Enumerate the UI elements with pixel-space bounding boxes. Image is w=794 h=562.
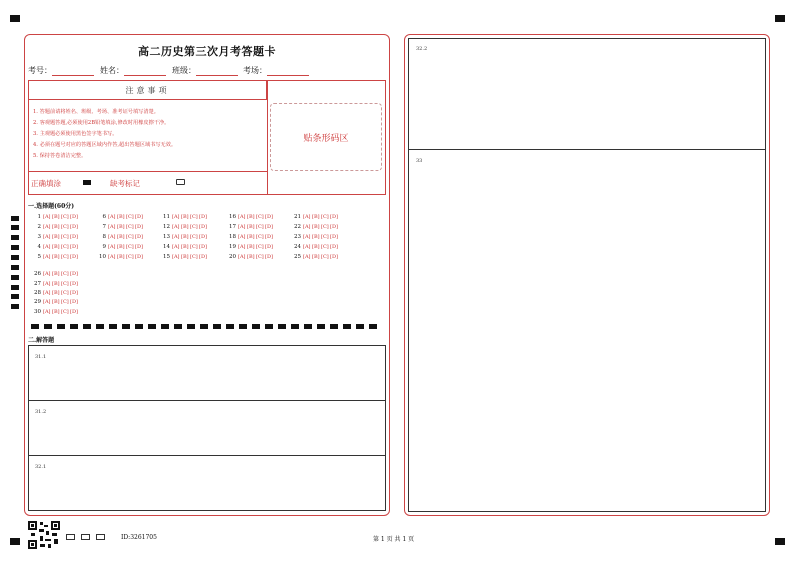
separator-dash bbox=[187, 324, 195, 329]
question-row bbox=[97, 234, 144, 240]
answer-bubble[interactable]: [C] bbox=[61, 290, 69, 296]
notice-rule: 2. 客观题答题,必须使用2B铅笔填涂,修改时用橡皮擦干净。 bbox=[33, 120, 170, 126]
answer-bubble[interactable]: [B] bbox=[52, 290, 60, 296]
answer-bubble[interactable]: [B] bbox=[181, 224, 189, 230]
answer-bubble[interactable]: [C] bbox=[190, 244, 198, 250]
question-number: 11 bbox=[163, 214, 170, 220]
answer-bubble[interactable]: [C] bbox=[256, 244, 264, 250]
answer-bubble[interactable]: [B] bbox=[312, 224, 320, 230]
timing-mark bbox=[11, 216, 19, 221]
legend-absent-label: 缺考标记 bbox=[110, 179, 140, 188]
question-number: 13 bbox=[163, 234, 170, 240]
answer-bubble[interactable]: [D] bbox=[265, 224, 273, 230]
separator-dash bbox=[343, 324, 351, 329]
answer-bubble[interactable]: [C] bbox=[321, 244, 329, 250]
answer-bubble[interactable]: [A] bbox=[303, 234, 311, 240]
answer-bubble[interactable]: [B] bbox=[52, 309, 60, 315]
answer-bubble[interactable]: [D] bbox=[265, 234, 273, 240]
answer-box[interactable] bbox=[408, 38, 766, 150]
answer-bubble[interactable]: [D] bbox=[135, 254, 143, 260]
answer-bubble[interactable]: [C] bbox=[190, 234, 198, 240]
question-number: 9 bbox=[102, 244, 106, 250]
answer-bubble[interactable]: [C] bbox=[61, 234, 69, 240]
question-number: 24 bbox=[294, 244, 301, 250]
answer-bubble[interactable]: [B] bbox=[52, 281, 60, 287]
answer-bubble[interactable]: [B] bbox=[247, 214, 255, 220]
answer-bubble[interactable]: [A] bbox=[238, 244, 246, 250]
qr-code bbox=[28, 521, 60, 549]
question-row bbox=[227, 254, 274, 260]
page-title: 高二历史第三次月考答题卡 bbox=[138, 45, 276, 58]
question-row bbox=[32, 234, 79, 240]
answer-label: 31.2 bbox=[35, 409, 47, 415]
answer-bubble[interactable]: [A] bbox=[108, 214, 116, 220]
answer-bubble[interactable]: [A] bbox=[43, 224, 51, 230]
question-row bbox=[161, 214, 208, 220]
answer-bubble[interactable]: [A] bbox=[172, 224, 180, 230]
answer-bubble[interactable]: [A] bbox=[43, 214, 51, 220]
answer-bubble[interactable]: [D] bbox=[265, 214, 273, 220]
answer-bubble[interactable]: [D] bbox=[330, 214, 338, 220]
answer-bubble[interactable]: [B] bbox=[52, 234, 60, 240]
legend-correct-label: 正确填涂 bbox=[31, 179, 61, 188]
answer-bubble[interactable]: [A] bbox=[43, 244, 51, 250]
separator-dash bbox=[304, 324, 312, 329]
question-row bbox=[292, 214, 339, 220]
info-exam-number bbox=[28, 65, 94, 76]
timing-mark bbox=[11, 225, 19, 230]
answer-bubble[interactable]: [C] bbox=[190, 214, 198, 220]
question-row bbox=[292, 254, 339, 260]
checkbox[interactable] bbox=[96, 534, 105, 540]
info-label: 姓名： bbox=[100, 66, 124, 75]
question-row bbox=[32, 309, 79, 315]
answer-bubble[interactable]: [B] bbox=[117, 214, 125, 220]
question-row bbox=[292, 234, 339, 240]
answer-bubble[interactable]: [B] bbox=[117, 254, 125, 260]
input-line[interactable] bbox=[52, 67, 94, 76]
answer-bubble[interactable]: [A] bbox=[43, 254, 51, 260]
filled-sample-icon bbox=[83, 180, 91, 185]
question-number: 22 bbox=[294, 224, 301, 230]
timing-mark bbox=[11, 245, 19, 250]
separator-dash bbox=[109, 324, 117, 329]
registration-mark bbox=[10, 15, 20, 22]
separator-dash bbox=[96, 324, 104, 329]
separator-dash bbox=[291, 324, 299, 329]
info-class bbox=[172, 65, 238, 76]
answer-bubble[interactable]: [A] bbox=[108, 254, 116, 260]
answer-label: 33 bbox=[416, 158, 423, 164]
answer-bubble[interactable]: [A] bbox=[303, 214, 311, 220]
question-number: 17 bbox=[229, 224, 236, 230]
question-number: 23 bbox=[294, 234, 301, 240]
answer-bubble[interactable]: [A] bbox=[303, 244, 311, 250]
info-room bbox=[243, 65, 309, 76]
checkbox[interactable] bbox=[81, 534, 90, 540]
separator-dash bbox=[265, 324, 273, 329]
separator-dash bbox=[57, 324, 65, 329]
question-number: 29 bbox=[34, 299, 41, 305]
answer-bubble[interactable]: [C] bbox=[256, 224, 264, 230]
separator-dash bbox=[330, 324, 338, 329]
answer-bubble[interactable]: [D] bbox=[135, 244, 143, 250]
question-number: 25 bbox=[294, 254, 301, 260]
answer-bubble[interactable]: [D] bbox=[70, 244, 78, 250]
answer-bubble[interactable]: [D] bbox=[199, 214, 207, 220]
answer-bubble[interactable]: [A] bbox=[303, 224, 311, 230]
question-row bbox=[32, 244, 79, 250]
question-number: 19 bbox=[229, 244, 236, 250]
question-number: 3 bbox=[37, 234, 41, 240]
info-label: 考号： bbox=[28, 66, 52, 75]
question-number: 2 bbox=[37, 224, 41, 230]
page-number: 第 1 页 共 1 页 bbox=[373, 536, 415, 543]
notice-rule: 5. 保持答卷清洁完整。 bbox=[33, 153, 87, 159]
question-row bbox=[32, 254, 79, 260]
question-row bbox=[97, 254, 144, 260]
answer-bubble[interactable]: [A] bbox=[43, 290, 51, 296]
answer-bubble[interactable]: [D] bbox=[265, 244, 273, 250]
answer-label: 31.1 bbox=[35, 354, 47, 360]
question-row bbox=[32, 224, 79, 230]
answer-bubble[interactable]: [B] bbox=[52, 214, 60, 220]
answer-bubble[interactable]: [D] bbox=[70, 309, 78, 315]
info-label: 考场： bbox=[243, 66, 267, 75]
answer-bubble[interactable]: [C] bbox=[321, 224, 329, 230]
answer-bubble[interactable]: [C] bbox=[256, 234, 264, 240]
answer-bubble[interactable]: [D] bbox=[70, 224, 78, 230]
separator-dash bbox=[252, 324, 260, 329]
separator-dash bbox=[161, 324, 169, 329]
answer-bubble[interactable]: [D] bbox=[70, 281, 78, 287]
registration-mark bbox=[10, 538, 20, 545]
answer-bubble[interactable]: [A] bbox=[108, 244, 116, 250]
answer-bubble[interactable]: [C] bbox=[61, 299, 69, 305]
legend-correct bbox=[31, 178, 61, 189]
question-row bbox=[292, 244, 339, 250]
answer-bubble[interactable]: [B] bbox=[312, 234, 320, 240]
answer-bubble[interactable]: [B] bbox=[52, 224, 60, 230]
question-row bbox=[32, 281, 79, 287]
answer-bubble[interactable]: [D] bbox=[135, 234, 143, 240]
checkbox[interactable] bbox=[66, 534, 75, 540]
registration-mark bbox=[775, 538, 785, 545]
answer-bubble[interactable]: [A] bbox=[172, 214, 180, 220]
question-number: 4 bbox=[37, 244, 41, 250]
answer-bubble[interactable]: [C] bbox=[126, 234, 134, 240]
answer-bubble[interactable]: [B] bbox=[312, 214, 320, 220]
answer-bubble[interactable]: [B] bbox=[312, 254, 320, 260]
separator-dash bbox=[31, 324, 39, 329]
registration-mark bbox=[775, 15, 785, 22]
answer-bubble[interactable]: [A] bbox=[108, 224, 116, 230]
answer-bubble[interactable]: [C] bbox=[126, 224, 134, 230]
answer-bubble[interactable]: [D] bbox=[330, 224, 338, 230]
answer-bubble[interactable]: [C] bbox=[61, 254, 69, 260]
answer-bubble[interactable]: [D] bbox=[199, 244, 207, 250]
question-number: 16 bbox=[229, 214, 236, 220]
answer-box[interactable] bbox=[28, 345, 386, 401]
separator-dash bbox=[44, 324, 52, 329]
answer-label: 32.2 bbox=[416, 46, 428, 52]
question-number: 26 bbox=[34, 271, 41, 277]
timing-mark bbox=[11, 265, 19, 270]
question-row bbox=[161, 244, 208, 250]
separator-dash bbox=[278, 324, 286, 329]
answer-bubble[interactable]: [C] bbox=[321, 234, 329, 240]
barcode-area bbox=[270, 103, 382, 171]
sheet-id: ID:3261705 bbox=[121, 534, 157, 541]
answer-bubble[interactable]: [B] bbox=[247, 244, 255, 250]
info-name bbox=[100, 65, 166, 76]
absent-checkbox[interactable] bbox=[176, 179, 185, 185]
answer-bubble[interactable]: [D] bbox=[330, 234, 338, 240]
answer-bubble[interactable]: [A] bbox=[43, 281, 51, 287]
info-label: 班级： bbox=[172, 66, 196, 75]
legend-absent bbox=[110, 178, 140, 189]
answer-bubble[interactable]: [D] bbox=[135, 214, 143, 220]
separator-dash bbox=[70, 324, 78, 329]
question-row bbox=[97, 214, 144, 220]
timing-mark bbox=[11, 275, 19, 280]
question-number: 21 bbox=[294, 214, 301, 220]
answer-bubble[interactable]: [A] bbox=[303, 254, 311, 260]
separator-dash bbox=[122, 324, 130, 329]
question-row bbox=[32, 271, 79, 277]
question-row bbox=[32, 214, 79, 220]
answer-bubble[interactable]: [A] bbox=[238, 214, 246, 220]
input-line[interactable] bbox=[196, 67, 238, 76]
barcode-label: 贴条形码区 bbox=[303, 133, 349, 144]
notice-rule: 4. 必须在题号对应的答题区域内作答,超出答题区域书写无效。 bbox=[33, 142, 177, 148]
answer-bubble[interactable]: [B] bbox=[52, 254, 60, 260]
answer-bubble[interactable]: [D] bbox=[70, 299, 78, 305]
answer-box[interactable] bbox=[28, 400, 386, 456]
input-line[interactable] bbox=[124, 67, 166, 76]
answer-bubble[interactable]: [B] bbox=[117, 224, 125, 230]
notice-title: 注意事项 bbox=[125, 86, 170, 95]
answer-bubble[interactable]: [B] bbox=[181, 214, 189, 220]
section-title-choice: 一.选择题(60分) bbox=[28, 203, 75, 210]
answer-bubble[interactable]: [D] bbox=[135, 224, 143, 230]
timing-mark bbox=[11, 285, 19, 290]
answer-bubble[interactable]: [A] bbox=[43, 299, 51, 305]
answer-bubble[interactable]: [D] bbox=[199, 254, 207, 260]
question-row bbox=[161, 224, 208, 230]
input-line[interactable] bbox=[267, 67, 309, 76]
answer-bubble[interactable]: [D] bbox=[265, 254, 273, 260]
timing-mark bbox=[11, 255, 19, 260]
answer-bubble[interactable]: [A] bbox=[108, 234, 116, 240]
separator-dash bbox=[239, 324, 247, 329]
answer-bubble[interactable]: [D] bbox=[70, 290, 78, 296]
answer-bubble[interactable]: [C] bbox=[256, 214, 264, 220]
question-row bbox=[227, 224, 274, 230]
answer-bubble[interactable]: [B] bbox=[52, 271, 60, 277]
separator-dash bbox=[317, 324, 325, 329]
answer-bubble[interactable]: [D] bbox=[199, 234, 207, 240]
notice-rule: 1. 答题前请将姓名、班级、考场、准考证号填写清楚。 bbox=[33, 109, 159, 115]
question-row bbox=[227, 244, 274, 250]
separator-dash bbox=[135, 324, 143, 329]
answer-bubble[interactable]: [C] bbox=[190, 224, 198, 230]
answer-label: 32.1 bbox=[35, 464, 47, 470]
separator-dash bbox=[213, 324, 221, 329]
answer-bubble[interactable]: [A] bbox=[172, 254, 180, 260]
question-row bbox=[227, 234, 274, 240]
question-number: 18 bbox=[229, 234, 236, 240]
answer-bubble[interactable]: [C] bbox=[61, 309, 69, 315]
question-number: 27 bbox=[34, 281, 41, 287]
answer-bubble[interactable]: [B] bbox=[117, 244, 125, 250]
separator-dash bbox=[200, 324, 208, 329]
answer-bubble[interactable]: [C] bbox=[126, 214, 134, 220]
separator-dash bbox=[83, 324, 91, 329]
answer-bubble[interactable]: [A] bbox=[172, 234, 180, 240]
question-number: 12 bbox=[163, 224, 170, 230]
answer-bubble[interactable]: [A] bbox=[43, 309, 51, 315]
question-number: 30 bbox=[34, 309, 41, 315]
question-number: 14 bbox=[163, 244, 170, 250]
question-number: 7 bbox=[102, 224, 106, 230]
question-number: 1 bbox=[37, 214, 41, 220]
answer-box[interactable] bbox=[28, 455, 386, 511]
answer-bubble[interactable]: [B] bbox=[181, 244, 189, 250]
answer-bubble[interactable]: [D] bbox=[70, 234, 78, 240]
answer-bubble[interactable]: [C] bbox=[61, 214, 69, 220]
question-number: 5 bbox=[37, 254, 41, 260]
notice-divider bbox=[267, 80, 268, 195]
answer-bubble[interactable]: [C] bbox=[61, 281, 69, 287]
separator-dash bbox=[369, 324, 377, 329]
answer-bubble[interactable]: [C] bbox=[321, 254, 329, 260]
question-row bbox=[97, 224, 144, 230]
question-row bbox=[161, 234, 208, 240]
question-number: 28 bbox=[34, 290, 41, 296]
separator-dash bbox=[148, 324, 156, 329]
answer-bubble[interactable]: [B] bbox=[52, 244, 60, 250]
separator-dash bbox=[356, 324, 364, 329]
question-row bbox=[32, 299, 79, 305]
answer-bubble[interactable]: [C] bbox=[61, 244, 69, 250]
timing-mark bbox=[11, 304, 19, 309]
answer-bubble[interactable]: [B] bbox=[52, 299, 60, 305]
answer-bubble[interactable]: [C] bbox=[190, 254, 198, 260]
question-row bbox=[161, 254, 208, 260]
timing-mark bbox=[11, 235, 19, 240]
answer-box[interactable] bbox=[408, 150, 766, 512]
question-row bbox=[227, 214, 274, 220]
answer-bubble[interactable]: [D] bbox=[199, 224, 207, 230]
answer-bubble[interactable]: [B] bbox=[247, 224, 255, 230]
answer-bubble[interactable]: [C] bbox=[321, 214, 329, 220]
notice-rule: 3. 主观题必须使用黑色签字笔书写。 bbox=[33, 131, 118, 137]
answer-bubble[interactable]: [B] bbox=[247, 254, 255, 260]
answer-bubble[interactable]: [B] bbox=[247, 234, 255, 240]
separator-dash bbox=[174, 324, 182, 329]
answer-bubble[interactable]: [C] bbox=[61, 271, 69, 277]
answer-bubble[interactable]: [B] bbox=[312, 244, 320, 250]
question-number: 6 bbox=[102, 214, 106, 220]
question-row bbox=[32, 290, 79, 296]
answer-bubble[interactable]: [B] bbox=[117, 234, 125, 240]
section-title-answer: 二.解答题 bbox=[28, 337, 55, 344]
answer-bubble[interactable]: [A] bbox=[238, 224, 246, 230]
question-number: 15 bbox=[163, 254, 170, 260]
answer-bubble[interactable]: [D] bbox=[70, 271, 78, 277]
answer-bubble[interactable]: [A] bbox=[238, 234, 246, 240]
answer-bubble[interactable]: [A] bbox=[43, 234, 51, 240]
answer-bubble[interactable]: [B] bbox=[181, 234, 189, 240]
question-number: 10 bbox=[99, 254, 106, 260]
question-row bbox=[292, 224, 339, 230]
question-number: 8 bbox=[102, 234, 106, 240]
question-row bbox=[97, 244, 144, 250]
answer-bubble[interactable]: [D] bbox=[70, 214, 78, 220]
answer-bubble[interactable]: [D] bbox=[330, 244, 338, 250]
answer-bubble[interactable]: [A] bbox=[238, 254, 246, 260]
legend-divider bbox=[28, 171, 267, 172]
answer-bubble[interactable]: [C] bbox=[256, 254, 264, 260]
answer-bubble[interactable]: [D] bbox=[70, 254, 78, 260]
answer-bubble[interactable]: [A] bbox=[172, 244, 180, 250]
answer-bubble[interactable]: [D] bbox=[330, 254, 338, 260]
answer-bubble[interactable]: [A] bbox=[43, 271, 51, 277]
timing-mark bbox=[11, 294, 19, 299]
answer-bubble[interactable]: [B] bbox=[181, 254, 189, 260]
answer-bubble[interactable]: [C] bbox=[126, 244, 134, 250]
answer-bubble[interactable]: [C] bbox=[61, 224, 69, 230]
question-number: 20 bbox=[229, 254, 236, 260]
separator-dash bbox=[226, 324, 234, 329]
answer-bubble[interactable]: [C] bbox=[126, 254, 134, 260]
